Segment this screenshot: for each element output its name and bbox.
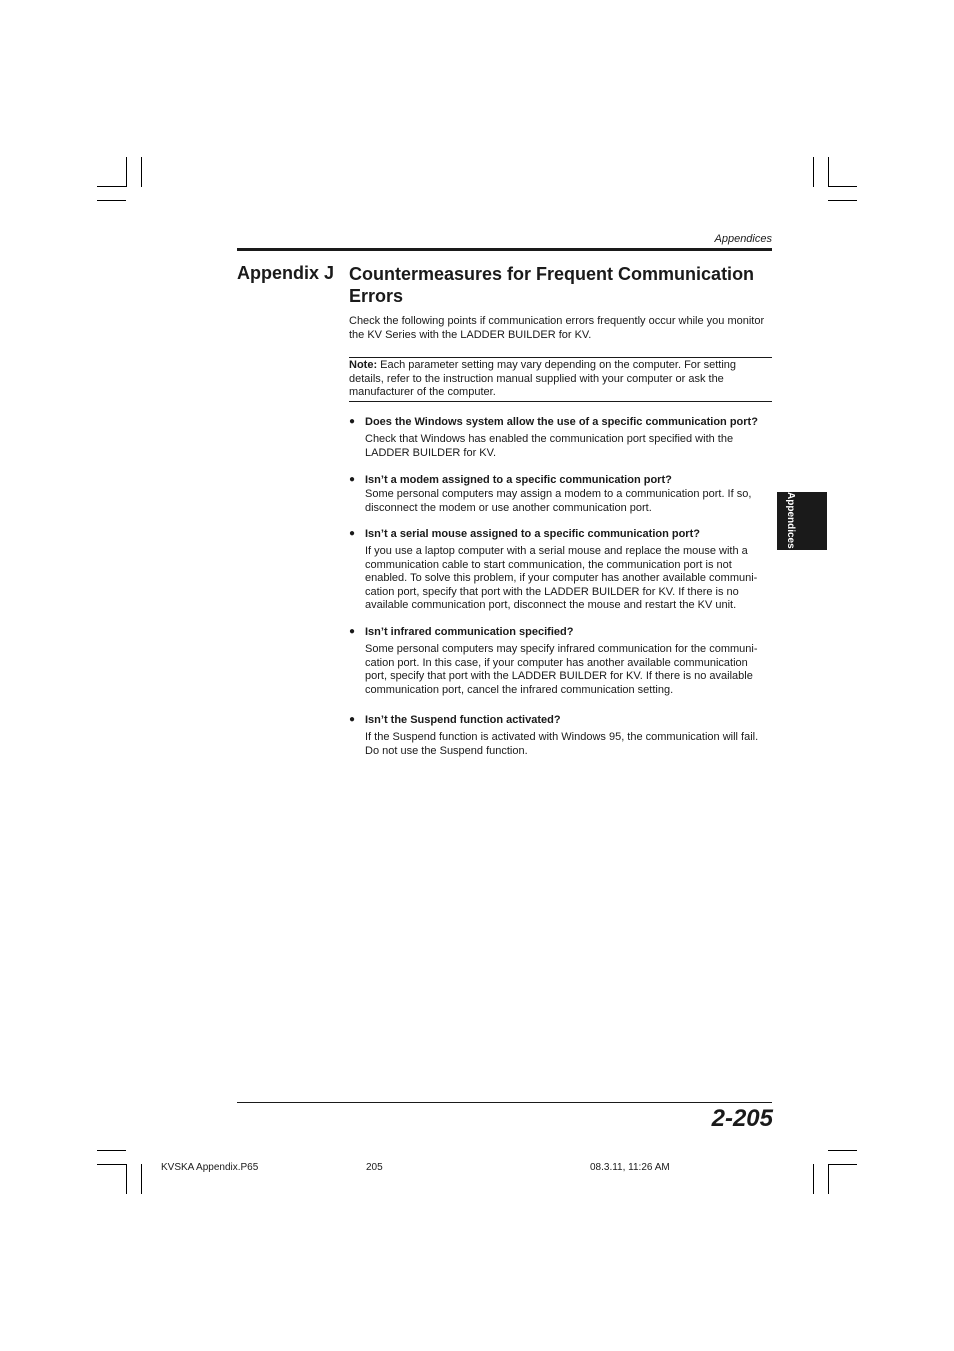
appendix-label: Appendix J (237, 263, 335, 283)
footer-timestamp: 08.3.11, 11:26 AM (590, 1162, 670, 1173)
section-side-tab (777, 492, 827, 550)
crop-mark (126, 1164, 127, 1194)
crop-mark (828, 1164, 829, 1194)
crop-mark (97, 1150, 126, 1151)
item-heading: Isn’t infrared communication specified? (365, 626, 574, 638)
item-body: Some personal computers may assign a modem to a communication port. If so, disconnect the modem or use another communication port. (365, 488, 752, 514)
intro-paragraph: Check the following points if communication errors frequently occur while you monitor the KV Series with the LADDER BUILDER for KV. (349, 315, 765, 341)
note-label: Note: (349, 359, 378, 371)
item-body: If the Suspend function is activated with Windows 95, the communication will fail. Do not use the Suspend function. (365, 731, 759, 757)
crop-mark (813, 157, 814, 187)
crop-mark (813, 1164, 814, 1194)
crop-mark (97, 186, 126, 187)
crop-mark (828, 200, 857, 201)
page-number: 2-205 (711, 1105, 773, 1132)
crop-mark (828, 186, 857, 187)
bullet-icon: ● (349, 474, 356, 485)
running-head: Appendices (714, 233, 772, 245)
top-rule (237, 248, 772, 251)
crop-mark (97, 200, 126, 201)
item-body: Check that Windows has enabled the communication port specified with the LADDER BUILDER for KV. (365, 433, 734, 459)
item-heading: Isn’t a serial mouse assigned to a specific communication port? (365, 528, 700, 540)
footer-page: 205 (366, 1162, 383, 1173)
appendix-title: Countermeasures for Frequent Communication Errors (349, 264, 755, 306)
crop-mark (141, 157, 142, 187)
bottom-rule (237, 1102, 772, 1103)
crop-mark (126, 157, 127, 187)
item-heading: Does the Windows system allow the use of a specific communication port? (365, 416, 758, 428)
item-heading: Isn’t a modem assigned to a specific communication port? (365, 474, 672, 486)
crop-mark (141, 1164, 142, 1194)
crop-mark (828, 1164, 857, 1165)
note-text: Each parameter setting may vary depending on the computer. For setting details, refer to the instruction manual supplied with your computer or ask the manufacturer of the computer. (349, 359, 737, 398)
crop-mark (828, 1150, 857, 1151)
footer-file: KVSKA Appendix.P65 (161, 1162, 259, 1173)
bullet-icon: ● (349, 528, 356, 539)
crop-mark (828, 157, 829, 187)
item-heading: Isn’t the Suspend function activated? (365, 714, 561, 726)
crop-mark (97, 1164, 126, 1165)
note-rule (349, 401, 772, 402)
side-tab-label: Appendices (785, 492, 796, 549)
note-box (349, 359, 772, 400)
bullet-icon: ● (349, 416, 356, 427)
bullet-icon: ● (349, 626, 356, 637)
note-rule (349, 357, 772, 358)
bullet-icon: ● (349, 714, 356, 725)
item-body: Some personal computers may specify infrared communication for the communi-cation port. In this case, if your computer has another available communication port, specify that port with the LADDER BUILDER for KV. If there is no available communication port, cancel the infrared communication setting. (365, 643, 758, 696)
item-body: If you use a laptop computer with a serial mouse and replace the mouse with a communication cable to start communication, the communication port is not enabled. To solve this problem, if your computer has another available communi-cation port, specify that port with the LADDER BUILDER for KV. If there is no available communication port, disconnect the mouse and restart the KV unit. (365, 545, 758, 611)
